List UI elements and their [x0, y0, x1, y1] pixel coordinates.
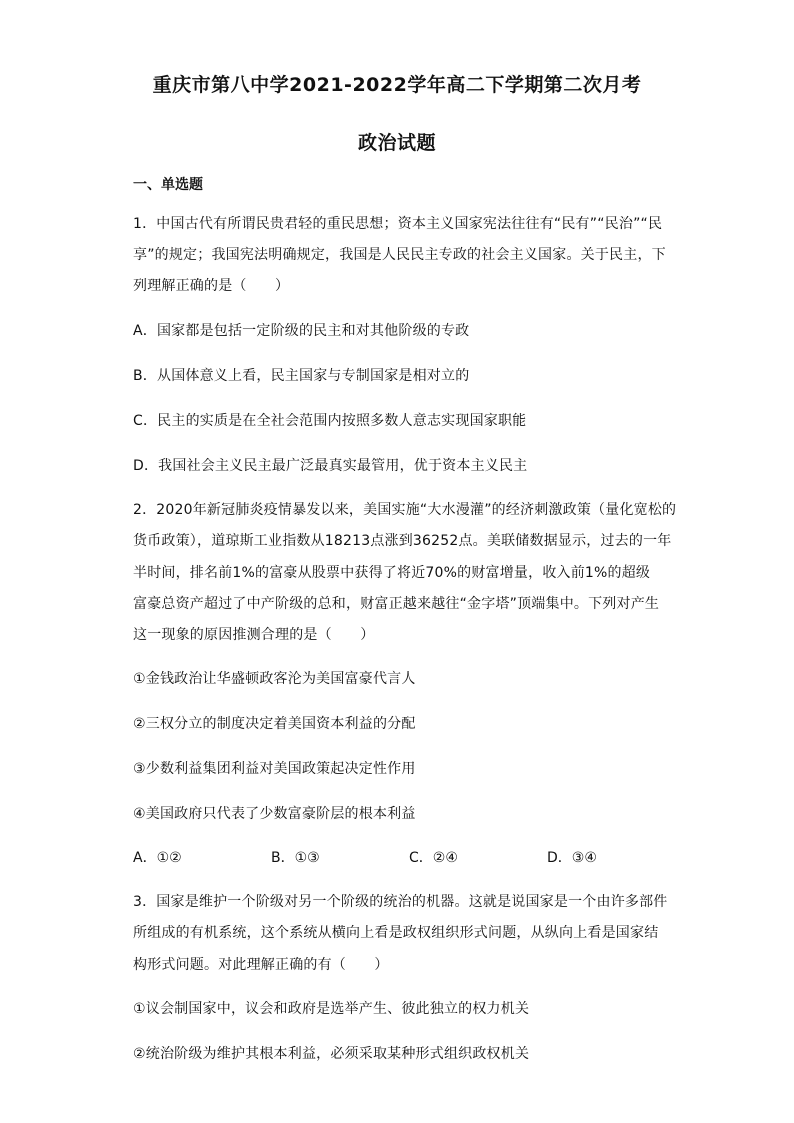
q2-statement-4: ④美国政府只代表了少数富豪阶层的根本利益 — [133, 806, 416, 822]
q1-option-c: C．民主的实质是在全社会范围内按照多数人意志实现国家职能 — [133, 413, 527, 429]
q1-stem-line: 列理解正确的是（ ） — [133, 278, 290, 294]
document-title: 重庆市第八中学2021-2022学年高二下学期第二次月考 — [152, 74, 642, 96]
q2-option-b: B．①③ — [271, 850, 320, 866]
q1-stem-line: 享”的规定；我国宪法明确规定，我国是人民民主专政的社会主义国家。关于民主，下 — [133, 247, 666, 263]
document-subtitle: 政治试题 — [357, 132, 436, 154]
q3-stem-line: 构形式问题。对此理解正确的有（ ） — [133, 957, 389, 973]
q1-option-d: D．我国社会主义民主最广泛最真实最管用，优于资本主义民主 — [133, 458, 528, 474]
q1-option-b: B．从国体意义上看，民主国家与专制国家是相对立的 — [133, 368, 470, 384]
q2-option-c: C．②④ — [409, 850, 458, 866]
q2-statement-1: ①金钱政治让华盛顿政客沦为美国富豪代言人 — [133, 671, 416, 687]
q2-stem-line: 半时间，排名前1%的富豪从股票中获得了将近70%的财富增量，收入前1%的超级 — [133, 565, 651, 581]
q2-option-d: D．③④ — [547, 850, 597, 866]
q3-stem-line: 3．国家是维护一个阶级对另一个阶级的统治的机器。这就是说国家是一个由许多部件 — [133, 894, 668, 910]
q1-stem-line: 1．中国古代有所谓民贵君轻的重民思想；资本主义国家宪法往往有“民有”“民治”“民 — [133, 216, 663, 232]
q2-stem-line: 这一现象的原因推测合理的是（ ） — [133, 627, 375, 643]
q2-stem-line: 富豪总资产超过了中产阶级的总和，财富正越来越往“金字塔”顶端集中。下列对产生 — [133, 596, 660, 612]
q2-stem-line: 货币政策），道琼斯工业指数从18213点涨到36252点。美联储数据显示，过去的一年 — [133, 533, 672, 549]
q3-statement-2: ②统治阶级为维护其根本利益，必须采取某种形式组织政权机关 — [133, 1046, 530, 1062]
q3-statement-1: ①议会制国家中，议会和政府是选举产生、彼此独立的权力机关 — [133, 1001, 530, 1017]
q1-option-a: A．国家都是包括一定阶级的民主和对其他阶级的专政 — [133, 323, 470, 339]
section-heading: 一、单选题 — [133, 177, 203, 193]
q3-stem-line: 所组成的有机系统，这个系统从横向上看是政权组织形式问题，从纵向上看是国家结 — [133, 925, 659, 941]
q2-option-a: A．①② — [133, 850, 182, 866]
q2-stem-line: 2．2020年新冠肺炎疫情暴发以来，美国实施“大水漫灌”的经济刺激政策（量化宽松的 — [133, 502, 677, 518]
q2-statement-3: ③少数利益集团利益对美国政策起决定性作用 — [133, 761, 416, 777]
q2-statement-2: ②三权分立的制度决定着美国资本利益的分配 — [133, 716, 416, 732]
